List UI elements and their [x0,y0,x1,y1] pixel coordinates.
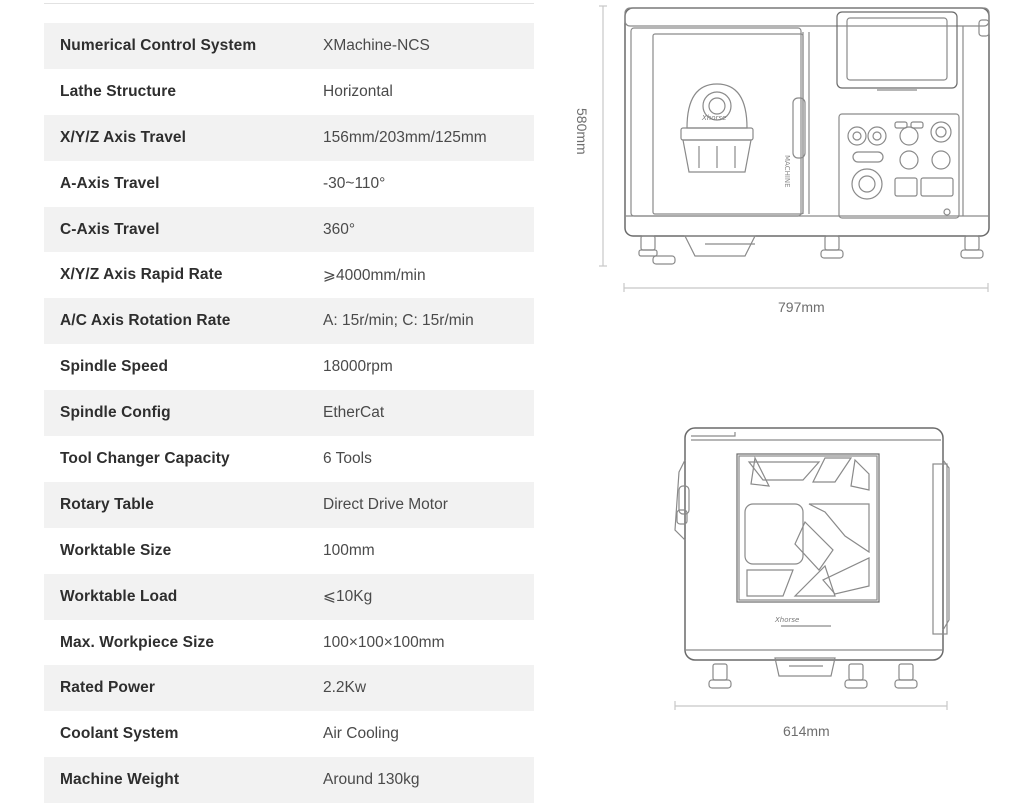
spec-row [44,161,534,207]
front-brand-mark: Xhorse [702,114,727,122]
spec-row [44,69,534,115]
spec-label: Numerical Control System [60,36,257,54]
spec-value: 100mm [323,541,375,559]
spec-row [44,23,534,69]
spec-value: XMachine-NCS [323,36,430,54]
front-width-dimension-label: 797mm [778,299,825,315]
spec-label: A-Axis Travel [60,174,160,192]
spec-value: EtherCat [323,404,385,422]
spec-label: Spindle Speed [60,358,169,376]
spec-label: Rotary Table [60,495,154,513]
spec-value: A: 15r/min; C: 15r/min [323,312,474,330]
spec-row [44,574,534,620]
spec-value: 100×100×100mm [323,633,445,651]
spec-label: Max. Workpiece Size [60,633,215,651]
spec-label: Tool Changer Capacity [60,449,230,467]
spec-label: X/Y/Z Axis Rapid Rate [60,266,223,284]
spec-value: ⩽10Kg [323,588,373,606]
side-width-dimension-label: 614mm [783,723,830,739]
spec-value: 2.2Kw [323,679,367,697]
spec-row [44,390,534,436]
spec-value: Horizontal [323,82,393,100]
spec-row [44,711,534,757]
spec-label: A/C Axis Rotation Rate [60,312,231,330]
spec-table [44,23,534,803]
spec-row [44,436,534,482]
spec-row [44,207,534,253]
spec-value: Direct Drive Motor [323,495,448,513]
spec-row [44,665,534,711]
spec-value: 18000rpm [323,358,393,376]
machine-front-view-drawing [595,0,1005,300]
spec-row [44,115,534,161]
spec-row [44,344,534,390]
spec-row [44,620,534,666]
spec-value: -30~110° [323,174,386,192]
machine-side-view-drawing [655,420,955,720]
spec-label: Worktable Load [60,587,178,605]
spec-label: Worktable Size [60,541,172,559]
spec-row [44,528,534,574]
spec-label: X/Y/Z Axis Travel [60,128,187,146]
height-dimension-label: 580mm [574,108,590,155]
spec-value: ⩾4000mm/min [323,266,426,284]
top-divider [44,3,534,4]
spec-label: Machine Weight [60,771,180,789]
spec-label: Rated Power [60,679,155,697]
spec-value: Air Cooling [323,725,399,743]
spec-label: Spindle Config [60,404,171,422]
spec-row [44,298,534,344]
spec-row [44,482,534,528]
spec-value: 360° [323,220,356,238]
spec-label: Lathe Structure [60,82,177,100]
side-brand-mark: Xhorse [775,616,800,624]
spec-value: 156mm/203mm/125mm [323,128,487,146]
spec-label: C-Axis Travel [60,220,160,238]
spec-value: 6 Tools [323,449,372,467]
spec-label: Coolant System [60,725,179,743]
spec-row [44,252,534,298]
spec-row [44,757,534,803]
svg-text:MACHINE: MACHINE [783,155,791,188]
spec-value: Around 130kg [323,771,420,789]
